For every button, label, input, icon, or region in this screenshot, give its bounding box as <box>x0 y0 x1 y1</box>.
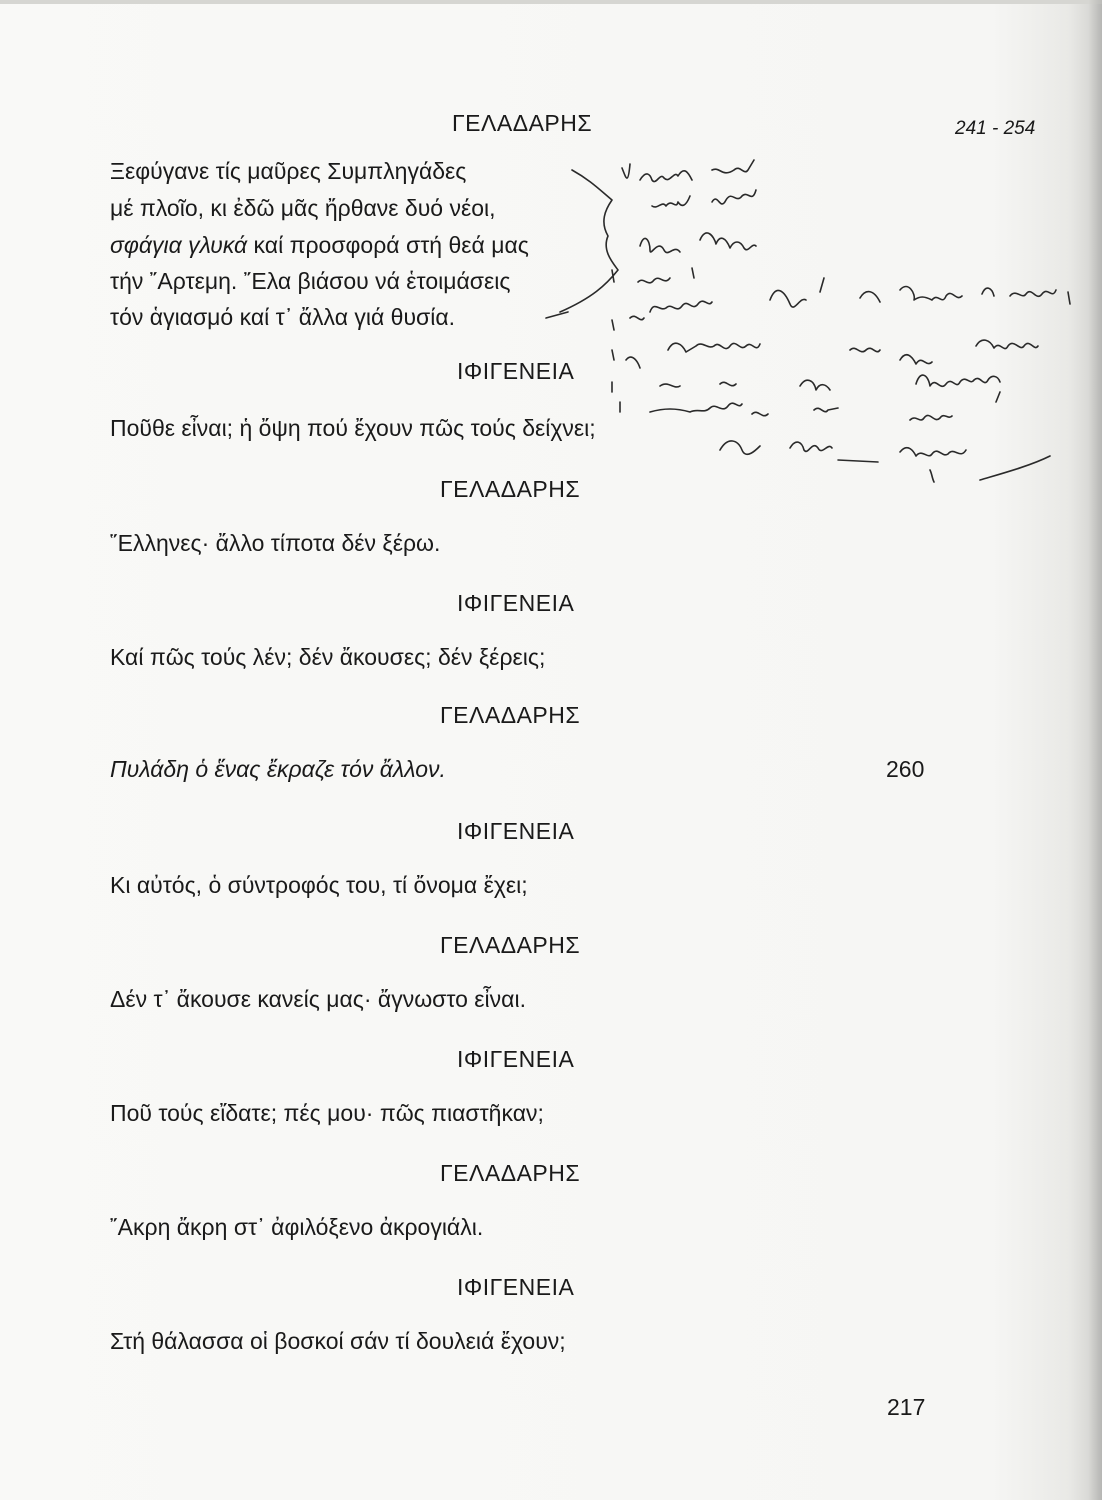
speaker-name: ΓΕΛΑΔΑΡΗΣ <box>440 476 581 502</box>
verse-line: Στή θάλασσα οἱ βοσκοί σάν τί δουλειά ἔχουν; <box>110 1328 566 1354</box>
speaker-name: ΓΕΛΑΔΑΡΗΣ <box>440 932 581 958</box>
verse-line: Δέν τ᾽ ἄκουσε κανείς μας· ἄγνωστο εἶναι. <box>110 986 526 1012</box>
verse-italic: σφάγια γλυκά <box>110 232 248 258</box>
verse-line: Ξεφύγανε τίς μαῦρες Συμπληγάδες <box>110 158 467 184</box>
verse-line: Πυλάδη ὁ ἕνας ἔκραζε τόν ἄλλον. <box>110 756 446 782</box>
verse-line: Ποῦ τούς εἴδατε; πές μου· πῶς πιαστῆκαν; <box>110 1100 544 1126</box>
verse-line: τόν ἁγιασμό καί τ᾽ ἄλλα γιά θυσία. <box>110 304 456 330</box>
line-range: 241 - 254 <box>955 118 1036 139</box>
speaker-name: ΙΦΙΓΕΝΕΙΑ <box>457 358 575 384</box>
verse-line: μέ πλοῖο, κι ἐδῶ μᾶς ἤρθανε δυό νέοι, <box>110 195 496 221</box>
speaker-name: ΙΦΙΓΕΝΕΙΑ <box>457 590 575 616</box>
verse-line: ῎Ακρη ἄκρη στ᾽ ἀφιλόξενο ἀκρογιάλι. <box>110 1214 484 1240</box>
speaker-name: ΙΦΙΓΕΝΕΙΑ <box>457 818 575 844</box>
verse-line: ῞Ελληνες· ἄλλο τίποτα δέν ξέρω. <box>110 530 441 556</box>
line-number: 260 <box>886 756 925 782</box>
speaker-name: ΓΕΛΑΔΑΡΗΣ <box>440 702 581 728</box>
verse-line: Ποῦθε εἶναι; ἡ ὄψη πού ἔχουν πῶς τούς δείχνει; <box>110 415 596 441</box>
speaker-name: ΓΕΛΑΔΑΡΗΣ <box>440 1160 581 1186</box>
verse-text: καί προσφορά στή θεά μας <box>247 232 529 258</box>
verse-line: Καί πῶς τούς λέν; δέν ἄκουσες; δέν ξέρεις; <box>110 644 546 670</box>
speaker-name: ΙΦΙΓΕΝΕΙΑ <box>457 1274 575 1300</box>
verse-line: Κι αὐτός, ὁ σύντροφός του, τί ὄνομα ἔχει; <box>110 872 528 898</box>
page-number: 217 <box>887 1394 926 1420</box>
speaker-name: ΙΦΙΓΕΝΕΙΑ <box>457 1046 575 1072</box>
verse-line: τήν ῎Αρτεμη. ῎Ελα βιάσου νά ἑτοιμάσεις <box>110 268 511 294</box>
speaker-name: ΓΕΛΑΔΑΡΗΣ <box>452 110 593 136</box>
